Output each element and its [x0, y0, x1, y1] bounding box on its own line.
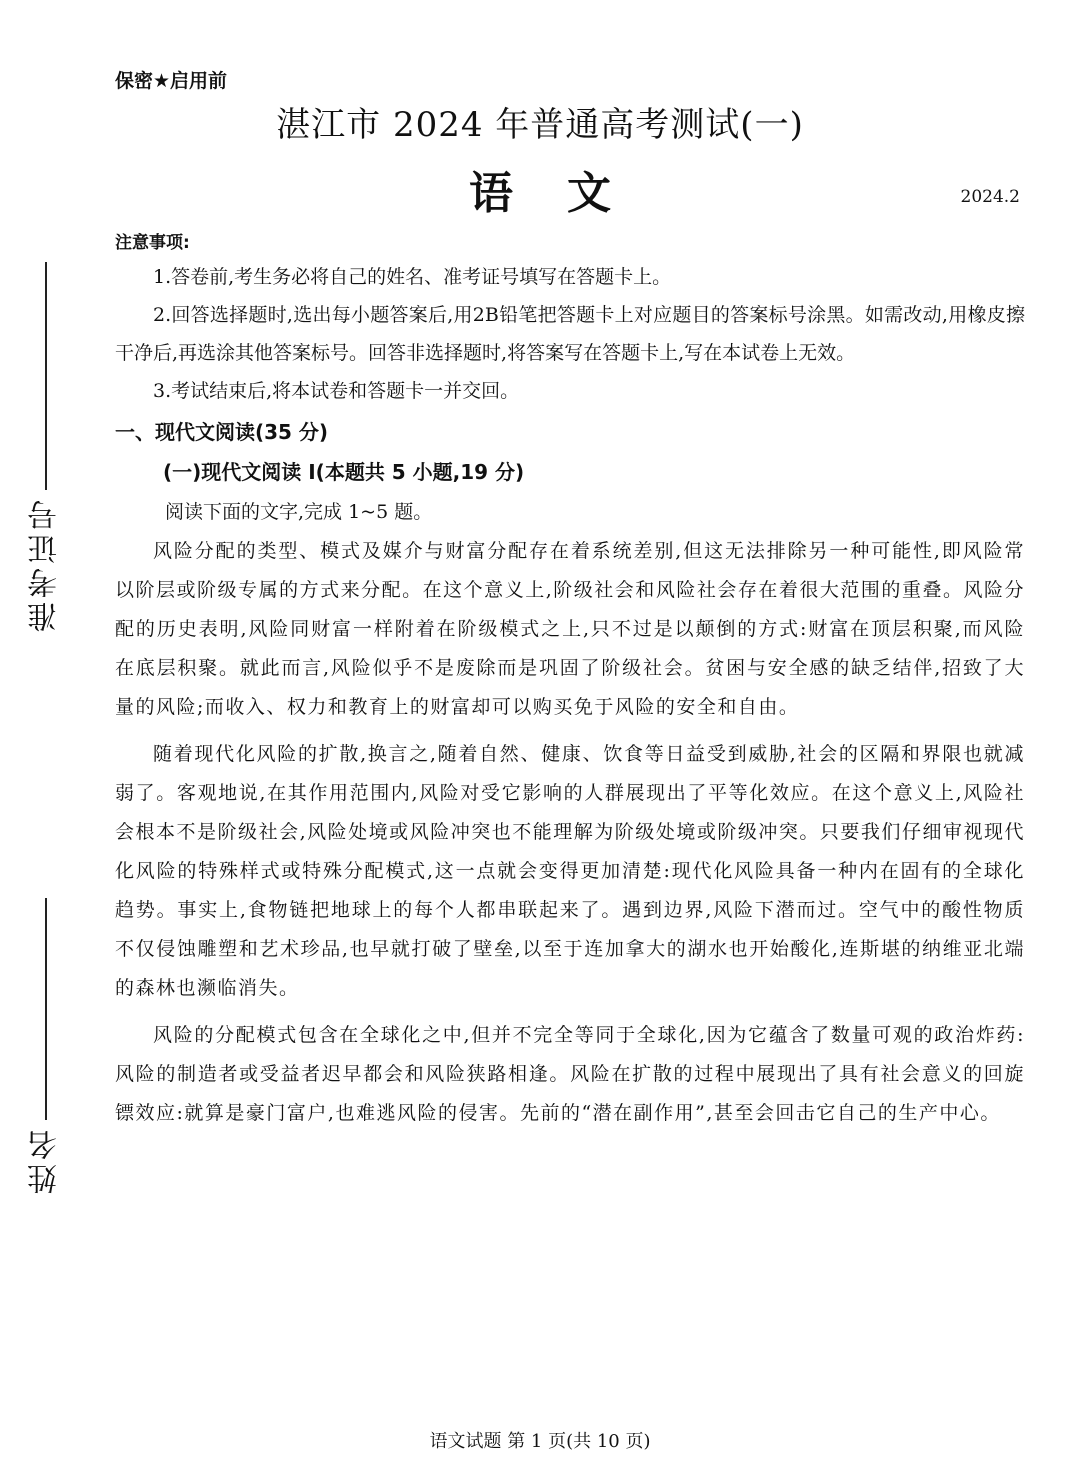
exam-title: 湛江市 2024 年普通高考测试(一)	[276, 105, 804, 145]
name-label: 姓名	[28, 1126, 63, 1194]
exam-content	[115, 228, 1025, 1133]
section-heading: 一、现代文阅读(35 分)	[115, 420, 329, 444]
passage-paragraph: 风险分配的类型、模式及媒介与财富分配存在着系统差别,但这无法排除另一种可能性,即风险常以阶层或阶级专属的方式来分配。在这个意义上,阶级社会和风险社会存在着很大范围的重叠。风险分配的历史表明,风险同财富一样附着在阶级模式之上,只不过是以颠倒的方式:财富在顶层积聚,而风险在底层积聚。就此而言,风险似乎不是废除而是巩固了阶级社会。贫困与安全感的缺乏结伴,招致了大量的风险;而收入、权力和教育上的财富却可以购买免于风险的安全和自由。	[115, 540, 1025, 718]
notice-item: 3.考试结束后,将本试卷和答题卡一并交回。	[153, 380, 520, 402]
notice-item: 2.回答选择题时,选出每小题答案后,用2B铅笔把答题卡上对应题目的答案标号涂黑。如需改动,用橡皮擦干净后,再选涂其他答案标号。回答非选择题时,将答案写在答题卡上,写在本试卷上无效。	[115, 304, 1025, 364]
reading-passage	[115, 532, 1025, 1133]
page-footer: 语文试题 第 1 页(共 10 页)	[429, 1431, 651, 1452]
passage-paragraph: 风险的分配模式包含在全球化之中,但并不完全等同于全球化,因为它蕴含了数量可观的政治炸药:风险的制造者或受益者迟早都会和风险狭路相逢。风险在扩散的过程中展现出了具有社会意义的回旋镖效应:就算是豪门富户,也难逃风险的侵害。先前的“潜在副作用”,甚至会回击它自己的生产中心。	[115, 1024, 1025, 1124]
subject-title: 语文	[469, 168, 665, 219]
notice-block	[115, 228, 1025, 410]
exam-id-label: 准考证号	[28, 496, 63, 632]
notice-heading: 注意事项:	[115, 233, 190, 253]
passage-paragraph: 随着现代化风险的扩散,换言之,随着自然、健康、饮食等日益受到威胁,社会的区隔和界限也就减弱了。客观地说,在其作用范围内,风险对受它影响的人群展现出了平等化效应。在这个意义上,风险社会根本不是阶级社会,风险处境或风险冲突也不能理解为阶级处境或阶级冲突。只要我们仔细审视现代化风险的特殊样式或特殊分配模式,这一点就会变得更加清楚:现代化风险具备一种内在固有的全球化趋势。事实上,食物链把地球上的每个人都串联起来了。遇到边界,风险下潜而过。空气中的酸性物质不仅侵蚀雕塑和艺术珍品,也早就打破了壁垒,以至于连加拿大的湖水也开始酸化,连斯堪的纳维亚北端的森林也濒临消失。	[115, 743, 1025, 999]
exam-id-blank-line	[45, 262, 47, 490]
reading-instruction: 阅读下面的文字,完成 1~5 题。	[165, 501, 433, 523]
notice-item: 1.答卷前,考生务必将自己的姓名、准考证号填写在答题卡上。	[153, 266, 672, 288]
name-field	[24, 898, 68, 1194]
exam-date: 2024.2	[960, 187, 1020, 207]
name-blank-line	[45, 898, 47, 1120]
exam-id-field	[24, 262, 68, 632]
subsection-heading: (一)现代文阅读 I(本题共 5 小题,19 分)	[163, 460, 525, 484]
confidential-mark: 保密★启用前	[115, 70, 228, 92]
